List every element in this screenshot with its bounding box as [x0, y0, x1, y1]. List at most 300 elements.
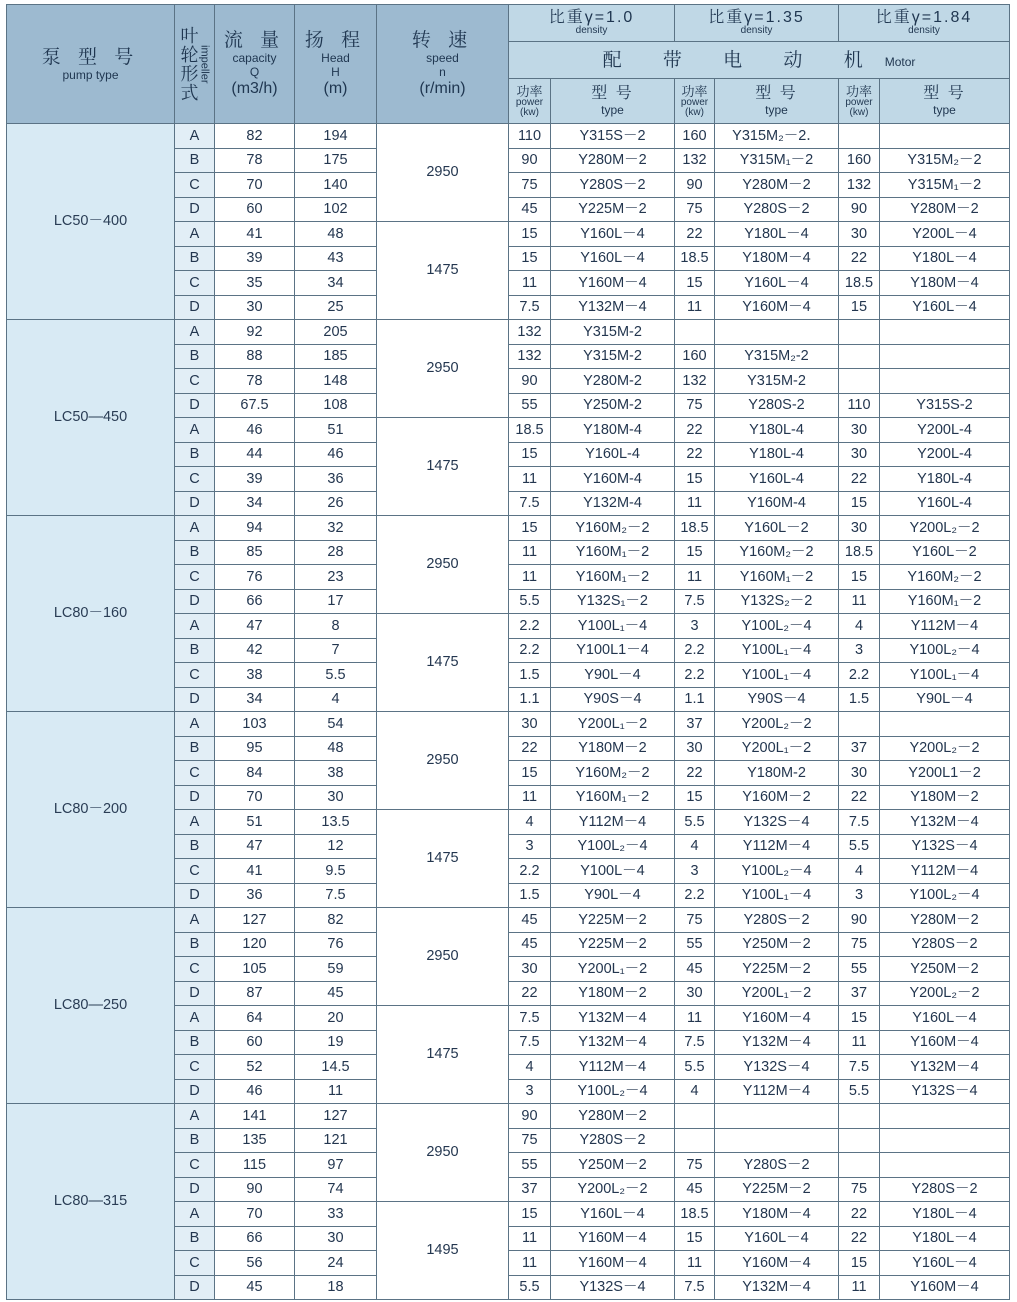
capacity-cell: 51	[215, 810, 295, 835]
motor-type-cell-d2: Y112M－4	[715, 834, 839, 859]
power-cell-d1: 132	[509, 320, 551, 345]
power-cell-d3: 22	[839, 1202, 880, 1227]
head-cell: 45	[295, 981, 377, 1006]
impeller-cell: D	[175, 785, 215, 810]
power-cell-d1: 11	[509, 540, 551, 565]
power-cell-d2: 11	[675, 565, 715, 590]
impeller-cell: B	[175, 148, 215, 173]
power-cell-d1: 5.5	[509, 1275, 551, 1300]
capacity-cell: 34	[215, 491, 295, 516]
speed-cell: 1475	[377, 222, 509, 320]
power-cell-d3: 37	[839, 736, 880, 761]
motor-type-cell-d2: Y280S－2	[715, 1153, 839, 1178]
power-cell-d2: 75	[675, 393, 715, 418]
capacity-cell: 88	[215, 344, 295, 369]
capacity-cell: 30	[215, 295, 295, 320]
power-cell-d1: 11	[509, 785, 551, 810]
motor-type-cell-d1: Y132S－4	[551, 1275, 675, 1300]
impeller-cell: C	[175, 957, 215, 982]
head-cell: 26	[295, 491, 377, 516]
motor-type-cell-d3: Y180M－4	[880, 271, 1010, 296]
impeller-cell: A	[175, 418, 215, 443]
motor-type-cell-d3: Y180L－4	[880, 1202, 1010, 1227]
impeller-cell: D	[175, 393, 215, 418]
motor-type-cell-d3	[880, 369, 1010, 394]
impeller-cell: A	[175, 614, 215, 639]
power-cell-d3: 30	[839, 418, 880, 443]
impeller-cell: A	[175, 222, 215, 247]
power-cell-d1: 75	[509, 1128, 551, 1153]
head-cell: 30	[295, 1226, 377, 1251]
motor-type-cell-d1: Y200L₂－2	[551, 1177, 675, 1202]
power-cell-d3: 110	[839, 393, 880, 418]
power-cell-d2: 15	[675, 271, 715, 296]
impeller-cell: A	[175, 810, 215, 835]
impeller-cell: B	[175, 1226, 215, 1251]
type-header-3: 型 号 type	[880, 79, 1010, 124]
capacity-cell: 47	[215, 614, 295, 639]
motor-type-cell-d3: Y160L－4	[880, 295, 1010, 320]
motor-type-cell-d3: Y315M₂－2	[880, 148, 1010, 173]
motor-type-cell-d3: Y160L-4	[880, 491, 1010, 516]
motor-type-cell-d3: Y100L₂－4	[880, 638, 1010, 663]
power-cell-d1: 15	[509, 222, 551, 247]
impeller-cell: D	[175, 981, 215, 1006]
speed-cell: 2950	[377, 712, 509, 810]
power-cell-d2: 5.5	[675, 1055, 715, 1080]
power-cell-d3: 4	[839, 859, 880, 884]
motor-type-cell-d2: Y160M－4	[715, 1251, 839, 1276]
motor-type-cell-d3: Y160L－4	[880, 1006, 1010, 1031]
power-cell-d2: 15	[675, 785, 715, 810]
impeller-cell: B	[175, 442, 215, 467]
head-cell: 23	[295, 565, 377, 590]
impeller-cell: C	[175, 369, 215, 394]
capacity-cell: 127	[215, 908, 295, 933]
table-row	[7, 908, 1010, 933]
power-cell-d2: 15	[675, 467, 715, 492]
power-cell-d3: 18.5	[839, 271, 880, 296]
motor-type-cell-d1: Y132M－4	[551, 295, 675, 320]
motor-type-cell-d1: Y180M－2	[551, 981, 675, 1006]
power-cell-d2: 3	[675, 859, 715, 884]
power-cell-d2	[675, 1104, 715, 1129]
power-cell-d3: 90	[839, 197, 880, 222]
motor-type-cell-d2: Y315M₂-2	[715, 344, 839, 369]
motor-type-cell-d2: Y280S－2	[715, 908, 839, 933]
power-cell-d2: 22	[675, 442, 715, 467]
power-cell-d2: 11	[675, 491, 715, 516]
power-cell-d3: 37	[839, 981, 880, 1006]
motor-type-cell-d1: Y160L－4	[551, 1202, 675, 1227]
power-cell-d1: 11	[509, 467, 551, 492]
motor-type-cell-d2	[715, 1128, 839, 1153]
power-cell-d3: 15	[839, 491, 880, 516]
power-cell-d1: 3	[509, 834, 551, 859]
power-cell-d1: 15	[509, 442, 551, 467]
power-cell-d1: 5.5	[509, 589, 551, 614]
motor-type-cell-d3: Y180L－4	[880, 246, 1010, 271]
capacity-cell: 60	[215, 197, 295, 222]
power-cell-d3: 1.5	[839, 687, 880, 712]
head-cell: 33	[295, 1202, 377, 1227]
motor-type-cell-d2: Y160L－4	[715, 271, 839, 296]
capacity-cell: 95	[215, 736, 295, 761]
motor-type-cell-d3: Y315M₁－2	[880, 173, 1010, 198]
capacity-cell: 38	[215, 663, 295, 688]
power-cell-d2: 4	[675, 834, 715, 859]
power-cell-d3: 55	[839, 957, 880, 982]
power-cell-d1: 15	[509, 516, 551, 541]
head-cell: 17	[295, 589, 377, 614]
speed-cell: 1475	[377, 614, 509, 712]
head-cell: 121	[295, 1128, 377, 1153]
motor-type-cell-d2: Y160M－4	[715, 1006, 839, 1031]
motor-type-cell-d3	[880, 712, 1010, 737]
capacity-header: 流 量 capacity Q (m3/h)	[215, 5, 295, 124]
power-cell-d3: 5.5	[839, 1079, 880, 1104]
motor-type-cell-d1: Y160M₁－2	[551, 785, 675, 810]
power-cell-d1: 90	[509, 369, 551, 394]
motor-type-cell-d2	[715, 320, 839, 345]
power-cell-d3	[839, 712, 880, 737]
power-cell-d3: 90	[839, 908, 880, 933]
impeller-cell: D	[175, 687, 215, 712]
capacity-cell: 92	[215, 320, 295, 345]
motor-type-cell-d3: Y200L-4	[880, 442, 1010, 467]
motor-type-cell-d2: Y225M－2	[715, 1177, 839, 1202]
head-cell: 7.5	[295, 883, 377, 908]
motor-type-cell-d3: Y180M－2	[880, 785, 1010, 810]
power-cell-d2: 5.5	[675, 810, 715, 835]
motor-type-cell-d1: Y160L－4	[551, 246, 675, 271]
motor-type-cell-d2: Y160M₁－2	[715, 565, 839, 590]
power-cell-d1: 75	[509, 173, 551, 198]
speed-cell: 2950	[377, 516, 509, 614]
motor-type-cell-d3: Y112M－4	[880, 614, 1010, 639]
power-cell-d3: 75	[839, 932, 880, 957]
motor-type-cell-d3: Y200L-4	[880, 418, 1010, 443]
power-cell-d3: 7.5	[839, 1055, 880, 1080]
motor-type-cell-d3: Y100L₁－4	[880, 663, 1010, 688]
power-cell-d2: 7.5	[675, 589, 715, 614]
power-cell-d3: 75	[839, 1177, 880, 1202]
motor-type-cell-d1: Y250M－2	[551, 1153, 675, 1178]
impeller-cell: B	[175, 932, 215, 957]
motor-type-cell-d3: Y180L-4	[880, 467, 1010, 492]
power-cell-d2: 18.5	[675, 246, 715, 271]
speed-header: 转 速 speed n (r/min)	[377, 5, 509, 124]
power-cell-d3: 15	[839, 1006, 880, 1031]
power-cell-d1: 11	[509, 271, 551, 296]
power-cell-d2: 3	[675, 614, 715, 639]
impeller-cell: C	[175, 1251, 215, 1276]
motor-type-cell-d1: Y280S－2	[551, 173, 675, 198]
motor-type-cell-d2: Y200L₁－2	[715, 981, 839, 1006]
motor-type-cell-d2: Y112M－4	[715, 1079, 839, 1104]
power-cell-d2: 22	[675, 418, 715, 443]
power-cell-d3: 132	[839, 173, 880, 198]
head-cell: 82	[295, 908, 377, 933]
motor-type-cell-d3: Y200L₂－2	[880, 981, 1010, 1006]
power-cell-d1: 7.5	[509, 295, 551, 320]
power-cell-d2: 90	[675, 173, 715, 198]
head-cell: 194	[295, 124, 377, 149]
head-cell: 19	[295, 1030, 377, 1055]
motor-type-cell-d2: Y100L₂－4	[715, 859, 839, 884]
head-cell: 205	[295, 320, 377, 345]
power-cell-d1: 22	[509, 981, 551, 1006]
power-cell-d2: 2.2	[675, 883, 715, 908]
speed-cell: 2950	[377, 1104, 509, 1202]
motor-type-cell-d2: Y180M-2	[715, 761, 839, 786]
power-cell-d1: 55	[509, 393, 551, 418]
capacity-cell: 78	[215, 148, 295, 173]
motor-type-cell-d2: Y132M－4	[715, 1275, 839, 1300]
head-cell: 46	[295, 442, 377, 467]
power-cell-d2: 75	[675, 908, 715, 933]
head-cell: 9.5	[295, 859, 377, 884]
power-cell-d3: 2.2	[839, 663, 880, 688]
capacity-cell: 120	[215, 932, 295, 957]
power-cell-d2: 1.1	[675, 687, 715, 712]
motor-type-cell-d3: Y160M－4	[880, 1030, 1010, 1055]
head-cell: 102	[295, 197, 377, 222]
impeller-cell: B	[175, 540, 215, 565]
density-group-2: 比重γ=1.35 density	[675, 5, 839, 42]
motor-type-cell-d3	[880, 344, 1010, 369]
motor-type-cell-d2: Y315M₂－2．	[715, 124, 839, 149]
head-cell: 54	[295, 712, 377, 737]
power-cell-d3: 15	[839, 295, 880, 320]
impeller-cell: A	[175, 320, 215, 345]
capacity-cell: 42	[215, 638, 295, 663]
impeller-cell: C	[175, 173, 215, 198]
motor-type-cell-d1: Y132M-4	[551, 491, 675, 516]
head-cell: 148	[295, 369, 377, 394]
motor-type-cell-d2: Y160L-4	[715, 467, 839, 492]
capacity-cell: 41	[215, 222, 295, 247]
motor-type-cell-d2: Y180L－4	[715, 222, 839, 247]
pump-type-header: 泵 型 号 pump type	[7, 5, 175, 124]
motor-type-cell-d1: Y180M－2	[551, 736, 675, 761]
power-cell-d2: 18.5	[675, 1202, 715, 1227]
power-cell-d1: 45	[509, 908, 551, 933]
power-cell-d1: 15	[509, 761, 551, 786]
motor-type-cell-d3: Y280S－2	[880, 1177, 1010, 1202]
capacity-cell: 45	[215, 1275, 295, 1300]
motor-type-cell-d2: Y280S-2	[715, 393, 839, 418]
power-cell-d1: 11	[509, 1251, 551, 1276]
capacity-cell: 85	[215, 540, 295, 565]
power-cell-d1: 2.2	[509, 859, 551, 884]
motor-header: 配 带 电 动 机 Motor	[509, 42, 1010, 79]
head-header: 扬 程 Head H (m)	[295, 5, 377, 124]
head-cell: 48	[295, 736, 377, 761]
capacity-cell: 76	[215, 565, 295, 590]
motor-type-cell-d1: Y225M－2	[551, 932, 675, 957]
power-cell-d1: 110	[509, 124, 551, 149]
power-cell-d2: 160	[675, 124, 715, 149]
power-cell-d2: 2.2	[675, 638, 715, 663]
impeller-cell: D	[175, 1079, 215, 1104]
capacity-cell: 70	[215, 785, 295, 810]
motor-type-cell-d3: Y200L1－2	[880, 761, 1010, 786]
motor-type-cell-d1: Y100L1－4	[551, 638, 675, 663]
motor-type-cell-d3	[880, 1104, 1010, 1129]
power-cell-d2: 75	[675, 197, 715, 222]
power-cell-d1: 7.5	[509, 1030, 551, 1055]
motor-type-cell-d3: Y90L－4	[880, 687, 1010, 712]
head-cell: 74	[295, 1177, 377, 1202]
power-cell-d3: 22	[839, 467, 880, 492]
head-cell: 25	[295, 295, 377, 320]
motor-type-cell-d3: Y315S-2	[880, 393, 1010, 418]
head-cell: 5.5	[295, 663, 377, 688]
capacity-cell: 78	[215, 369, 295, 394]
motor-type-cell-d3: Y100L₂－4	[880, 883, 1010, 908]
motor-type-cell-d2: Y180L-4	[715, 442, 839, 467]
head-cell: 48	[295, 222, 377, 247]
power-cell-d3: 30	[839, 442, 880, 467]
power-cell-d2	[675, 1128, 715, 1153]
motor-type-cell-d2: Y200L₂－2	[715, 712, 839, 737]
power-cell-d3	[839, 369, 880, 394]
motor-type-cell-d1: Y160M₁－2	[551, 565, 675, 590]
motor-type-cell-d1: Y112M－4	[551, 810, 675, 835]
motor-type-cell-d3: Y280S－2	[880, 932, 1010, 957]
power-cell-d3: 22	[839, 785, 880, 810]
impeller-cell: B	[175, 834, 215, 859]
power-cell-d3	[839, 124, 880, 149]
impeller-cell: A	[175, 124, 215, 149]
motor-type-cell-d3: Y160L－2	[880, 540, 1010, 565]
motor-type-cell-d1: Y315S－2	[551, 124, 675, 149]
impeller-cell: D	[175, 491, 215, 516]
power-cell-d3: 18.5	[839, 540, 880, 565]
power-cell-d3: 15	[839, 565, 880, 590]
pump-model-cell: LC80－160	[7, 516, 175, 712]
capacity-cell: 44	[215, 442, 295, 467]
power-cell-d3: 22	[839, 1226, 880, 1251]
head-cell: 140	[295, 173, 377, 198]
power-header-3: 功率 power (kw)	[839, 79, 880, 124]
table-row	[7, 124, 1010, 149]
motor-type-cell-d2: Y132S－4	[715, 810, 839, 835]
power-cell-d2: 30	[675, 736, 715, 761]
power-cell-d1: 132	[509, 344, 551, 369]
power-cell-d2: 22	[675, 761, 715, 786]
motor-type-cell-d2: Y132S－4	[715, 1055, 839, 1080]
impeller-cell: C	[175, 859, 215, 884]
power-cell-d2: 45	[675, 1177, 715, 1202]
power-cell-d1: 15	[509, 246, 551, 271]
pump-model-cell: LC80－200	[7, 712, 175, 908]
table-row	[7, 320, 1010, 345]
power-cell-d3: 11	[839, 1275, 880, 1300]
motor-type-cell-d2: Y100L₁－4	[715, 663, 839, 688]
type-header-2: 型 号 type	[715, 79, 839, 124]
head-cell: 38	[295, 761, 377, 786]
motor-type-cell-d1: Y200L₁－2	[551, 957, 675, 982]
power-cell-d2: 7.5	[675, 1275, 715, 1300]
power-cell-d1: 37	[509, 1177, 551, 1202]
impeller-cell: A	[175, 1202, 215, 1227]
power-cell-d1: 4	[509, 810, 551, 835]
power-cell-d1: 90	[509, 1104, 551, 1129]
power-cell-d2: 30	[675, 981, 715, 1006]
motor-type-cell-d1: Y315M-2	[551, 320, 675, 345]
head-cell: 20	[295, 1006, 377, 1031]
motor-type-cell-d3: Y132S－4	[880, 834, 1010, 859]
motor-type-cell-d1: Y200L₁－2	[551, 712, 675, 737]
impeller-cell: C	[175, 1153, 215, 1178]
power-cell-d2	[675, 320, 715, 345]
impeller-cell: C	[175, 1055, 215, 1080]
capacity-cell: 82	[215, 124, 295, 149]
power-cell-d2: 37	[675, 712, 715, 737]
motor-type-cell-d3: Y200L－4	[880, 222, 1010, 247]
power-cell-d3: 30	[839, 761, 880, 786]
speed-cell: 1475	[377, 418, 509, 516]
power-header-2: 功率 power (kw)	[675, 79, 715, 124]
pump-model-cell: LC80—250	[7, 908, 175, 1104]
speed-cell: 2950	[377, 124, 509, 222]
capacity-cell: 46	[215, 418, 295, 443]
motor-type-cell-d1: Y160M－4	[551, 271, 675, 296]
table-row	[7, 712, 1010, 737]
motor-type-cell-d2: Y200L₁－2	[715, 736, 839, 761]
motor-type-cell-d1: Y225M－2	[551, 197, 675, 222]
power-cell-d1: 11	[509, 565, 551, 590]
power-cell-d2: 55	[675, 932, 715, 957]
motor-type-cell-d2: Y180M－4	[715, 1202, 839, 1227]
power-cell-d1: 55	[509, 1153, 551, 1178]
motor-type-cell-d3: Y160M₂－2	[880, 565, 1010, 590]
power-cell-d2: 45	[675, 957, 715, 982]
motor-type-cell-d2: Y132M－4	[715, 1030, 839, 1055]
power-cell-d1: 90	[509, 148, 551, 173]
head-cell: 30	[295, 785, 377, 810]
power-cell-d1: 45	[509, 197, 551, 222]
motor-type-cell-d3: Y112M－4	[880, 859, 1010, 884]
motor-type-cell-d3: Y160L－4	[880, 1251, 1010, 1276]
capacity-cell: 67.5	[215, 393, 295, 418]
impeller-cell: D	[175, 197, 215, 222]
power-cell-d2: 11	[675, 1006, 715, 1031]
head-cell: 59	[295, 957, 377, 982]
motor-type-cell-d2: Y315M-2	[715, 369, 839, 394]
capacity-cell: 135	[215, 1128, 295, 1153]
motor-type-cell-d2: Y160M₂－2	[715, 540, 839, 565]
motor-type-cell-d1: Y90S－4	[551, 687, 675, 712]
power-cell-d3: 3	[839, 638, 880, 663]
capacity-cell: 52	[215, 1055, 295, 1080]
capacity-cell: 34	[215, 687, 295, 712]
capacity-cell: 87	[215, 981, 295, 1006]
pump-model-cell: LC50－400	[7, 124, 175, 320]
speed-cell: 1475	[377, 1006, 509, 1104]
motor-type-cell-d2: Y100L₂－4	[715, 614, 839, 639]
head-cell: 14.5	[295, 1055, 377, 1080]
motor-type-cell-d2: Y180L-4	[715, 418, 839, 443]
head-cell: 185	[295, 344, 377, 369]
motor-type-cell-d2: Y100L₁－4	[715, 638, 839, 663]
impeller-cell: B	[175, 246, 215, 271]
power-cell-d3: 160	[839, 148, 880, 173]
impeller-cell: A	[175, 712, 215, 737]
capacity-cell: 84	[215, 761, 295, 786]
